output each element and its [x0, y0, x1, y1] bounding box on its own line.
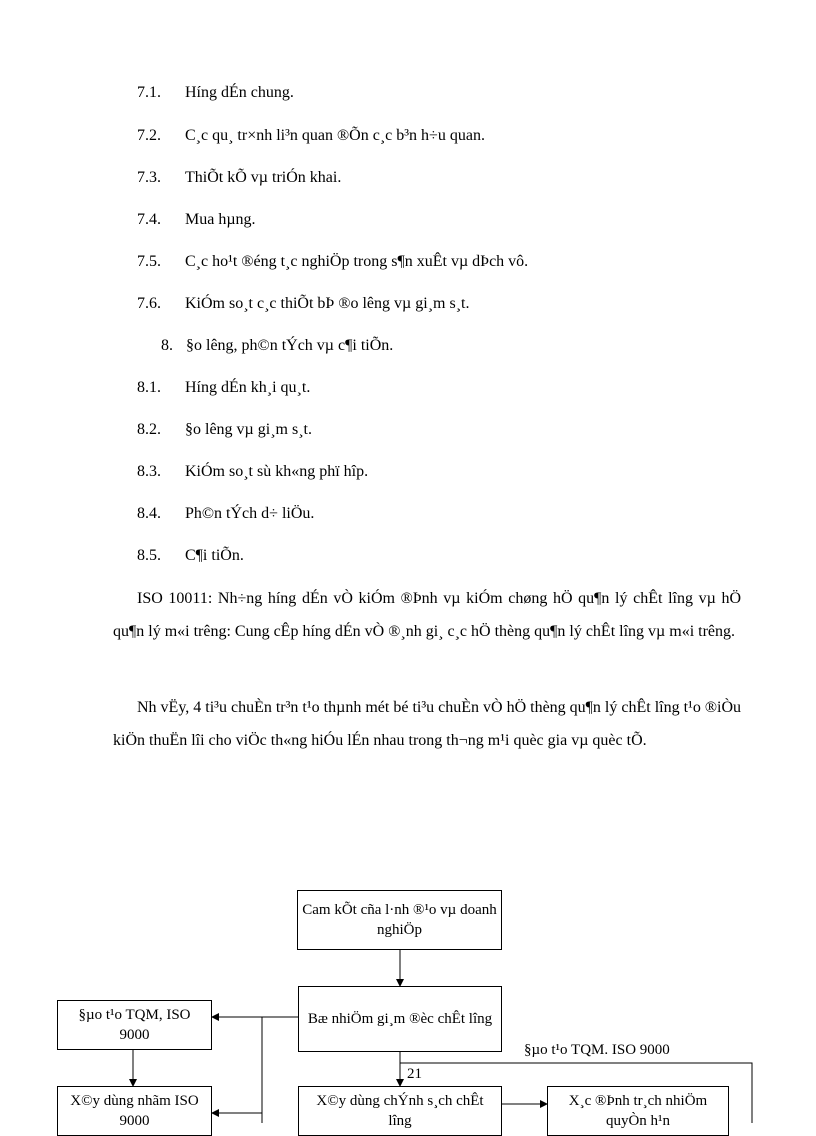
item-text: C¸c ho¹t ®éng t¸c nghiÖp trong s¶n xuÊt vµ dÞch vô.: [185, 253, 529, 270]
label-training-right: §µo t¹o TQM. ISO 9000: [524, 1042, 670, 1058]
paragraph-summary: Nh vËy, 4 ti³u chuÈn tr³n t¹o thµnh mét bé ti³u chuÈn vÒ hÖ thèng qu¶n lý chÊt lîng t¹o ®iÒu kiÖn thuËn lîi cho viÖc th«ng hiÓu lÉn nhau trong th¬ng m¹i quèc gia vµ quèc tÕ.: [113, 699, 741, 749]
item-text: C¶i tiÕn.: [185, 547, 244, 564]
item-text: KiÓm so¸t c¸c thiÕt bÞ ®o lêng vµ gi¸m s¸t.: [185, 295, 470, 312]
item-text: KiÓm so¸t sù kh«ng phï hîp.: [185, 463, 369, 480]
item-number: 8.: [161, 337, 173, 354]
item-number: 8.5.: [137, 547, 161, 564]
item-text: Ph©n tÝch d÷ liÖu.: [185, 505, 315, 522]
page-number: 21: [407, 1066, 422, 1082]
item-number: 7.6.: [137, 295, 161, 312]
item-number: 8.3.: [137, 463, 161, 480]
item-number: 7.4.: [137, 211, 161, 228]
box-training-left: [57, 1000, 212, 1050]
box-build-iso-group: [57, 1086, 212, 1136]
item-text: ThiÕt kÕ vµ triÓn khai.: [185, 169, 342, 186]
box-appoint-quality-director: [298, 986, 502, 1052]
box-label: Cam kÕt cña l·nh ®¹o vµ doanh nghiÖp: [302, 902, 497, 938]
item-number: 8.4.: [137, 505, 161, 522]
box-build-quality-policy: [298, 1086, 502, 1136]
box-label: Bæ nhiÖm gi¸m ®èc chÊt lîng: [307, 1011, 493, 1027]
box-label: X©y dùng nhãm ISO 9000: [70, 1093, 199, 1129]
item-text: §o lêng, ph©n tÝch vµ c¶i tiÕn.: [186, 337, 394, 354]
box-label: §µo t¹o TQM, ISO 9000: [78, 1007, 191, 1043]
item-text: Híng dÉn kh¸i qu¸t.: [185, 379, 311, 396]
item-number: 7.1.: [137, 84, 161, 101]
item-number: 8.1.: [137, 379, 161, 396]
box-define-responsibility: [547, 1086, 729, 1136]
item-text: Mua hµng.: [185, 211, 256, 228]
item-number: 7.2.: [137, 127, 161, 144]
item-number: 7.5.: [137, 253, 161, 270]
paragraph-iso-10011: ISO 10011: Nh÷ng híng dÉn vÒ kiÓm ®Þnh vµ kiÓm chøng hÖ qu¶n lý chÊt lîng vµ hÖ qu¶n lý m«i trêng: Cung cÊp híng dÉn vÒ ®¸nh gi¸ c¸c hÖ thèng qu¶n lý chÊt lîng vµ m«i trêng.: [113, 590, 741, 640]
item-text: C¸c qu¸ tr×nh li³n quan ®Õn c¸c b³n h÷u quan.: [185, 127, 485, 144]
box-leadership-commitment: [297, 890, 502, 950]
box-label: X©y dùng chÝnh s¸ch chÊt lîng: [316, 1093, 484, 1129]
item-number: 8.2.: [137, 421, 161, 438]
box-label: X¸c ®Þnh tr¸ch nhiÖm quyÒn h¹n: [568, 1093, 708, 1129]
item-text: Híng dÉn chung.: [185, 84, 294, 101]
item-number: 7.3.: [137, 169, 161, 186]
item-text: §o lêng vµ gi¸m s¸t.: [185, 421, 312, 438]
